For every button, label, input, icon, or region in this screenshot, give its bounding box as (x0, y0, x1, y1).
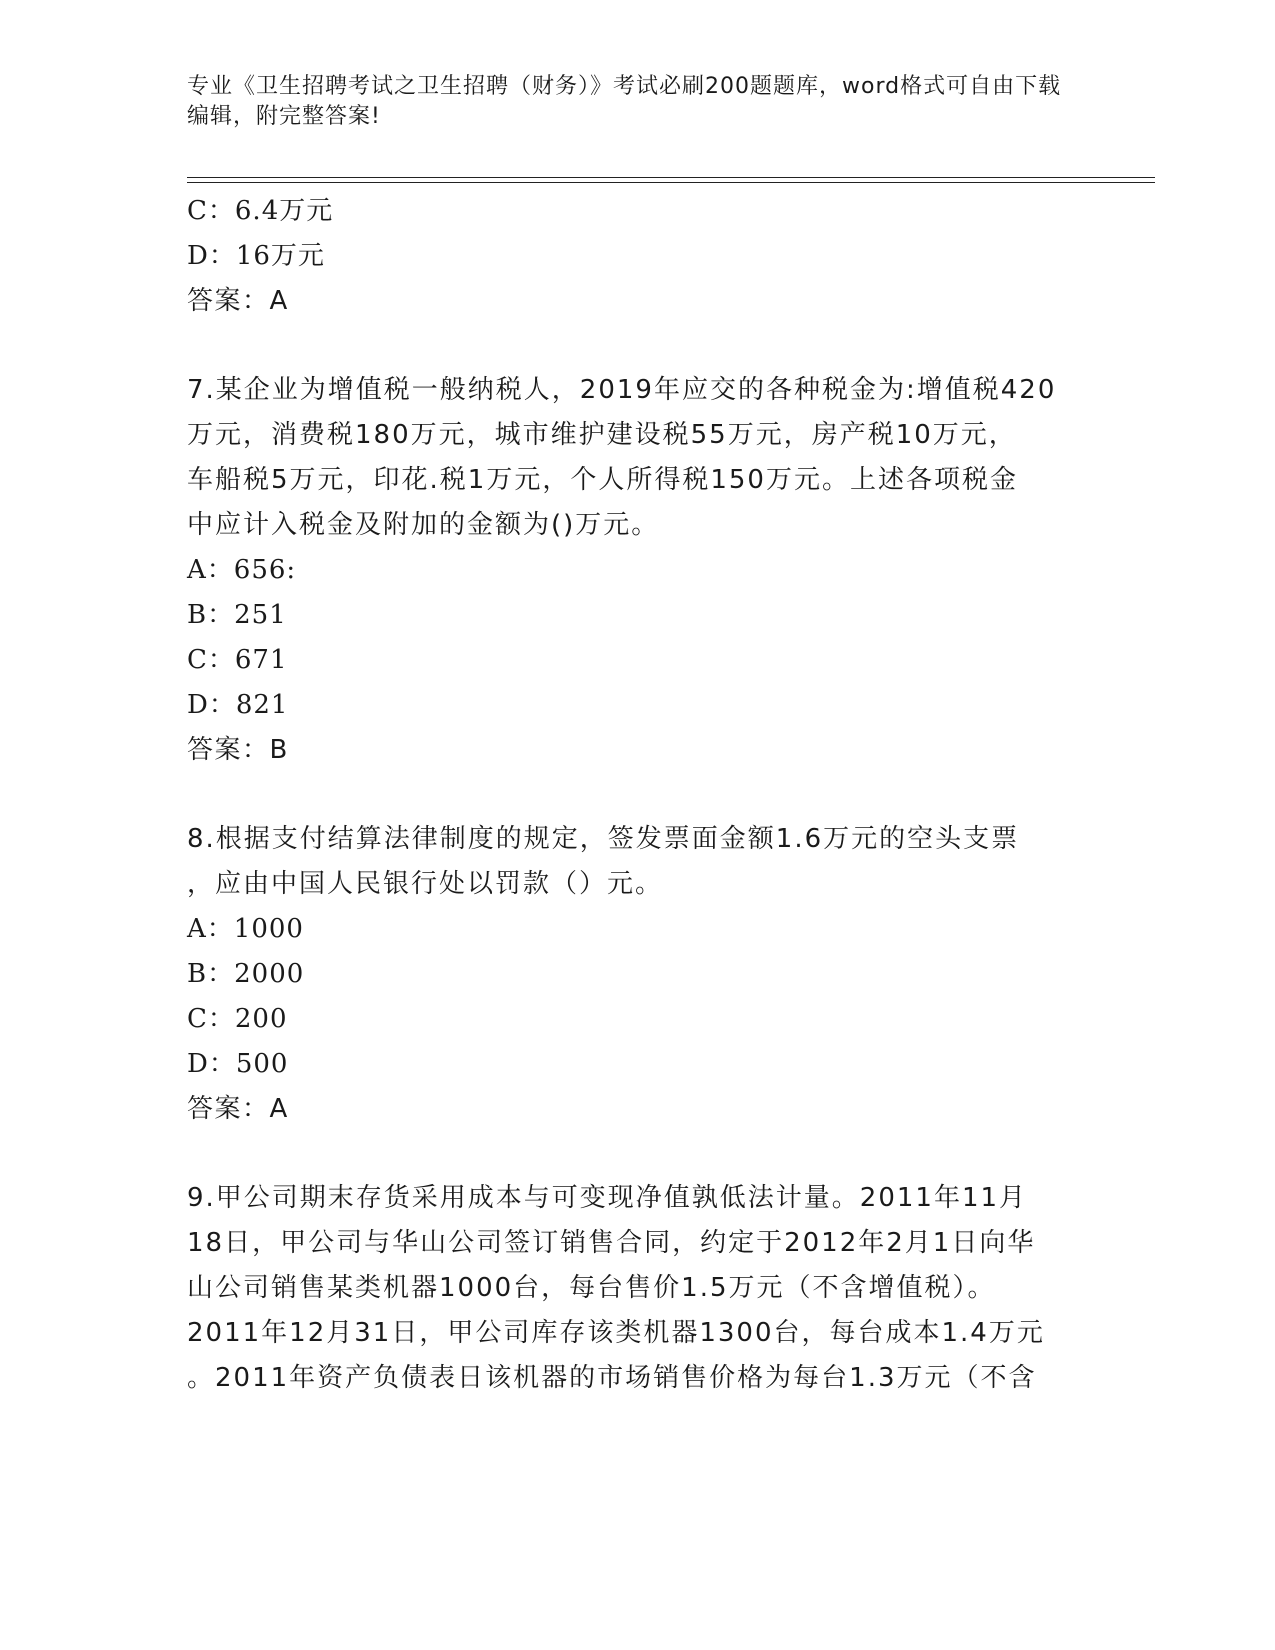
option-d: D：16万元 (187, 241, 325, 271)
option-b: B：2000 (187, 959, 305, 989)
spacer (187, 324, 1097, 368)
question-line: 7.某企业为增值税一般纳税人，2019年应交的各种税金为:增值税420 (187, 375, 1057, 405)
option-a: A：1000 (187, 914, 304, 944)
header-divider-top (187, 177, 1155, 178)
question-content (187, 189, 1097, 1401)
answer-label: 答案：B (187, 735, 289, 765)
question-line: 18日，甲公司与华山公司签订销售合同，约定于2012年2月1日向华 (187, 1228, 1036, 1258)
question-line: 9.甲公司期末存货采用成本与可变现净值孰低法计量。2011年11月 (187, 1183, 1028, 1213)
option-a: A：656: (187, 555, 297, 585)
question-9-text (187, 1176, 1097, 1401)
prev-question-options (187, 189, 1097, 279)
option-c: C：6.4万元 (187, 196, 334, 226)
header-divider-bottom (187, 182, 1155, 183)
question-7-options (187, 548, 1097, 728)
question-line: 2011年12月31日，甲公司库存该类机器1300台，每台成本1.4万元 (187, 1318, 1045, 1348)
question-line: 8.根据支付结算法律制度的规定，签发票面金额1.6万元的空头支票 (187, 824, 1020, 854)
question-line: 中应计入税金及附加的金额为()万元。 (187, 510, 660, 540)
question-7-text (187, 368, 1097, 548)
page-header: 专业《卫生招聘考试之卫生招聘（财务）》考试必刷200题题库，word格式可自由下载编辑，附完整答案! (187, 74, 1062, 129)
question-line: 山公司销售某类机器1000台，每台售价1.5万元（不含增值税）。 (187, 1273, 996, 1303)
question-8-text (187, 817, 1097, 907)
question-line: 车船税5万元，印花.税1万元，个人所得税150万元。上述各项税金 (187, 465, 1018, 495)
option-d: D：500 (187, 1049, 289, 1079)
spacer (187, 1132, 1097, 1176)
answer-label: 答案：A (187, 1094, 289, 1124)
question-line: ，应由中国人民银行处以罚款（）元。 (187, 869, 664, 899)
option-c: C：200 (187, 1004, 288, 1034)
option-c: C：671 (187, 645, 288, 675)
spacer (187, 773, 1097, 817)
question-line: 万元，消费税180万元，城市维护建设税55万元，房产税10万元， (187, 420, 1017, 450)
option-b: B：251 (187, 600, 287, 630)
question-8-options (187, 907, 1097, 1087)
answer-label: 答案：A (187, 286, 289, 316)
question-line: 。2011年资产负债表日该机器的市场销售价格为每台1.3万元（不含 (187, 1363, 1037, 1393)
option-d: D：821 (187, 690, 289, 720)
